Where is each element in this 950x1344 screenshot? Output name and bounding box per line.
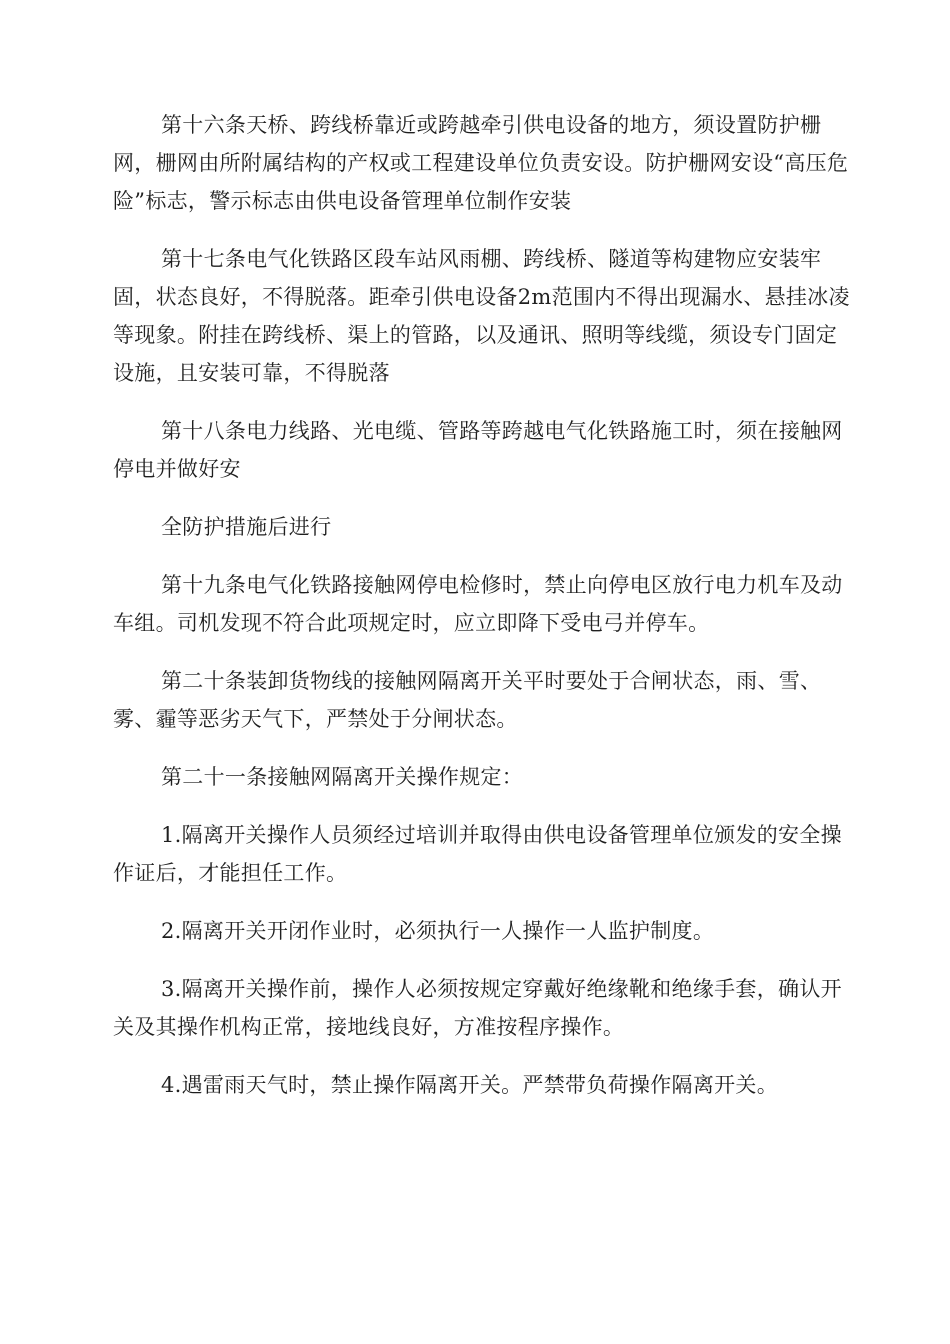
paragraph-article-18-continued: 全防护措施后进行 <box>161 515 332 539</box>
paragraph-article-17: 第十七条电气化铁路区段车站风雨棚、跨线桥、隧道等构建物应安装牢固，状态良好，不得脱落。距牵引供电设备2m范围内不得出现漏水、悬挂冰凌等现象。附挂在跨线桥、渠上的管路，以及通讯、照明等线缆，须设专门固定设施，且安装可靠，不得脱落 <box>113 247 850 385</box>
document-body <box>113 106 853 1124</box>
list-item-1: 1.隔离开关操作人员须经过培训并取得由供电设备管理单位颁发的安全操作证后，才能担任工作。 <box>113 823 842 885</box>
paragraph-article-20: 第二十条装卸货物线的接触网隔离开关平时要处于合闸状态，雨、雪、雾、霾等恶劣天气下，严禁处于分闸状态。 <box>113 669 822 731</box>
paragraph-article-21: 第二十一条接触网隔离开关操作规定： <box>161 765 524 789</box>
paragraph-article-18: 第十八条电力线路、光电缆、管路等跨越电气化铁路施工时，须在接触网停电并做好安 <box>113 419 843 481</box>
paragraph-article-19: 第十九条电气化铁路接触网停电检修时，禁止向停电区放行电力机车及动车组。司机发现不符合此项规定时，应立即降下受电弓并停车。 <box>113 573 843 635</box>
list-item-4: 4.遇雷雨天气时，禁止操作隔离开关。严禁带负荷操作隔离开关。 <box>161 1073 779 1097</box>
list-item-3: 3.隔离开关操作前，操作人必须按规定穿戴好绝缘靴和绝缘手套，确认开关及其操作机构正常，接地线良好，方准按程序操作。 <box>113 977 842 1039</box>
paragraph-article-16: 第十六条天桥、跨线桥靠近或跨越牵引供电设备的地方，须设置防护栅网，栅网由所附属结构的产权或工程建设单位负责安设。防护栅网安设“高压危险”标志，警示标志由供电设备管理单位制作安装 <box>113 113 849 213</box>
list-item-2: 2.隔离开关开闭作业时，必须执行一人操作一人监护制度。 <box>161 919 715 943</box>
